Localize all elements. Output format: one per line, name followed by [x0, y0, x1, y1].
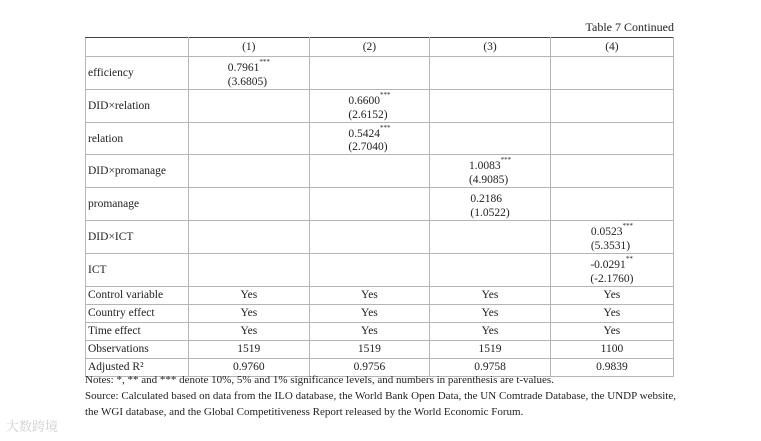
t-value: (2.6152)	[348, 108, 388, 121]
table-cell	[550, 89, 673, 122]
table-cell	[550, 57, 673, 90]
table-cell	[550, 253, 673, 286]
header-empty	[86, 38, 189, 57]
row-label: promanage	[86, 188, 189, 221]
table-cell	[309, 57, 430, 90]
table-cell	[189, 89, 310, 122]
table-cell: Yes	[550, 286, 673, 304]
coefficient-value: 0.2186	[470, 193, 502, 206]
row-label: DID×relation	[86, 89, 189, 122]
coefficient-block	[590, 254, 633, 286]
table-cell	[189, 57, 310, 90]
table-row	[86, 304, 674, 322]
table-row	[86, 188, 674, 221]
table-cell: Yes	[309, 304, 430, 322]
table-row	[86, 322, 674, 340]
table-row	[86, 155, 674, 188]
header-col-3: (3)	[430, 38, 551, 57]
table-cell: 1519	[309, 340, 430, 358]
table-cell: Yes	[550, 304, 673, 322]
t-value: (5.3531)	[590, 239, 631, 252]
significance-stars: ***	[259, 58, 270, 66]
table-body	[86, 57, 674, 377]
t-value: (1.0522)	[470, 207, 510, 220]
table-cell: 1519	[430, 340, 551, 358]
table-cell	[309, 122, 430, 155]
coefficient-value: 0.5424	[348, 127, 380, 140]
header-col-2: (2)	[309, 38, 430, 57]
table-cell	[189, 188, 310, 221]
t-value: (2.7040)	[348, 141, 388, 154]
table-cell	[309, 188, 430, 221]
table-cell	[189, 221, 310, 254]
table-row	[86, 57, 674, 90]
table-cell	[189, 155, 310, 188]
table-row	[86, 221, 674, 254]
table-cell: 0.9760	[189, 358, 310, 376]
table-cell: 0.9839	[550, 358, 673, 376]
regression-table	[85, 37, 674, 377]
watermark-logo: 大数跨境	[6, 420, 59, 435]
coefficient-block	[228, 57, 270, 89]
row-label: DID×ICT	[86, 221, 189, 254]
coefficient-block	[470, 188, 509, 220]
table-cell	[309, 253, 430, 286]
table-cell: 1519	[189, 340, 310, 358]
table-cell	[309, 221, 430, 254]
table-cell	[430, 221, 551, 254]
table-cell	[430, 253, 551, 286]
table-cell	[430, 57, 551, 90]
table-cell: Yes	[309, 286, 430, 304]
coefficient-block	[469, 155, 511, 187]
row-label: DID×promanage	[86, 155, 189, 188]
coefficient-value: 0.0523	[590, 225, 623, 238]
table-row	[86, 286, 674, 304]
table-cell	[430, 89, 551, 122]
coefficient-value: 0.6600	[348, 94, 380, 107]
table-cell: Yes	[430, 322, 551, 340]
table-cell: Yes	[550, 322, 673, 340]
t-value: (3.6805)	[227, 75, 268, 88]
table-cell: 1100	[550, 340, 673, 358]
coefficient-block	[348, 123, 390, 155]
table-row	[86, 89, 674, 122]
significance-stars: ***	[379, 123, 391, 132]
row-label: Adjusted R²	[86, 358, 189, 376]
table-cell	[430, 122, 551, 155]
row-label: Observations	[86, 340, 189, 358]
significance-stars: ***	[622, 222, 633, 231]
table-cell	[550, 122, 673, 155]
table-cell	[309, 89, 430, 122]
table-cell: Yes	[309, 322, 430, 340]
table-cell	[430, 155, 551, 188]
header-col-1: (1)	[189, 38, 310, 57]
table-row	[86, 253, 674, 286]
table-cell: 0.9758	[430, 358, 551, 376]
table-cell: Yes	[430, 304, 551, 322]
table-cell	[550, 221, 673, 254]
row-label: relation	[86, 122, 189, 155]
table-row	[86, 340, 674, 358]
table-cell	[309, 155, 430, 188]
table-cell: Yes	[189, 322, 310, 340]
source-text: Source: Calculated based on data from the ILO database, the World Bank Open Data, the UN Comtrade Database, the UNDP website, the WGI database, and the Global Competitiveness Report released by the World Economic Forum.	[85, 390, 676, 418]
coefficient-block	[348, 90, 390, 122]
t-value: (4.9085)	[468, 174, 509, 187]
table-cell	[550, 155, 673, 188]
table-notes	[85, 372, 676, 420]
header-col-4: (4)	[550, 38, 673, 57]
coefficient-value: -0.0291	[590, 258, 626, 271]
coefficient-value: 1.0083	[468, 160, 501, 173]
table-caption: Table 7 Continued	[585, 20, 674, 34]
coefficient-block	[591, 221, 633, 253]
table-cell: Yes	[189, 304, 310, 322]
t-value: (-2.1760)	[590, 272, 634, 285]
significance-stars: ***	[379, 90, 391, 99]
significance-stars: ***	[500, 156, 512, 165]
significance-stars: **	[625, 254, 633, 263]
notes-text: Notes: *, ** and *** denote 10%, 5% and 1% significance levels, and numbers in parenthesis are t-values.	[85, 374, 554, 386]
table-cell: 0.9756	[309, 358, 430, 376]
table-cell	[550, 188, 673, 221]
row-label: ICT	[86, 253, 189, 286]
table-header-row	[86, 38, 674, 57]
table-cell: Yes	[430, 286, 551, 304]
table-cell: Yes	[189, 286, 310, 304]
row-label: Control variable	[86, 286, 189, 304]
row-label: efficiency	[86, 57, 189, 90]
row-label: Time effect	[86, 322, 189, 340]
table-cell	[430, 188, 551, 221]
coefficient-value: 0.7961	[227, 61, 260, 74]
table-cell	[189, 253, 310, 286]
row-label: Country effect	[86, 304, 189, 322]
table-cell	[189, 122, 310, 155]
table-row	[86, 122, 674, 155]
